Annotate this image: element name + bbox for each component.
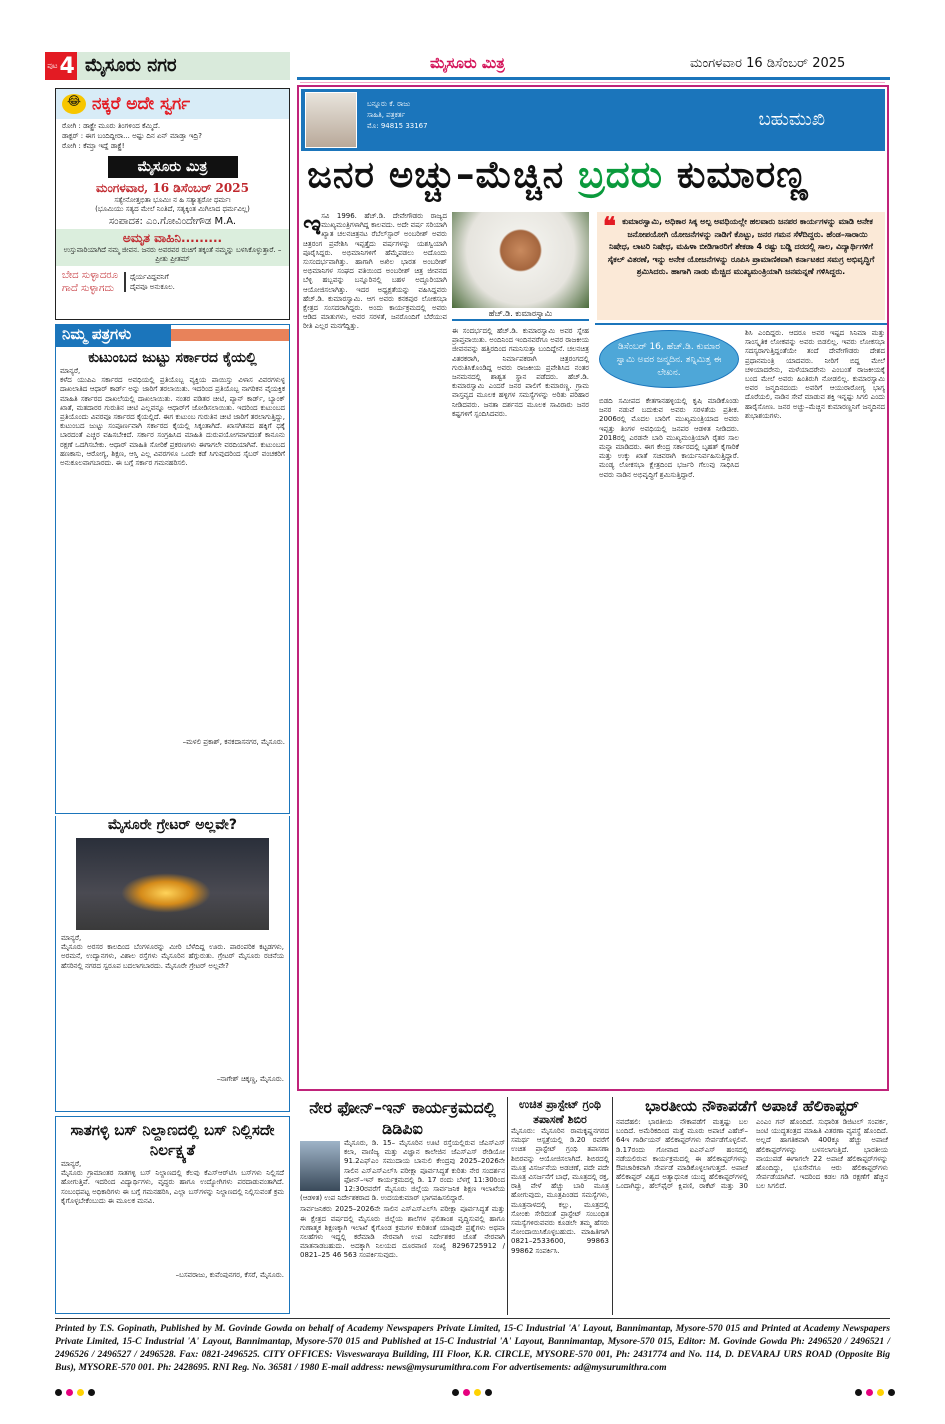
line: ಡಾಕ್ಟ್ರೇ ಮೂರು ತಿಂಗಳಿಂದ ಕೆಮ್ಮಿದೆ. [83, 122, 161, 130]
quote-text: ಕುಮಾರಸ್ವಾಮಿ, ಅಧಿಕಾರ ಸಿಕ್ಕ ಅಲ್ಪ ಅವಧಿಯಲ್ಲೇ ಹಲವಾರು ಜನಪರ ಕಾರ್ಯಗಳನ್ನು ಮಾಡಿ ಅನೇಕ ಜನೋಪಯೋಗಿ ಯೋಜನೆಗಳನ್ನು ನಾಡಿಗೆ ಕೊಟ್ಟು, ಜನರ ಗಮನ ಸೆಳೆದಿದ್ದರು. ಹೆಂಡ–ಸಾರಾಯಿ ನಿಷೇಧ, ಲಾಟರಿ ನಿಷೇಧ, ಮಹಿಳಾ ಬೀಡಿಗಾರರಿಗೆ ಶೇಕಡಾ 4 ರಷ್ಟು ಬಡ್ಡಿ ದರದಲ್ಲಿ ಸಾಲ, ವಿದ್ಯಾರ್ಥಿಗಳಿಗೆ ಸೈಕಲ್ ವಿತರಣೆ, ಇನ್ನು ಅನೇಕ ಯೋಜನೆಗಳನ್ನು ರೂಪಿಸಿ ಪ್ರಾಮಾಣಿಕವಾಗಿ ಕರ್ನಾಟಕದ ಸಮಗ್ರ ಅಭಿವೃದ್ಧಿಗೆ ಶ್ರಮಿಸಿದರು. ಹಾಗಾಗಿ ನಾಡು ಮೆಚ್ಚಿದ ಮುಖ್ಯಮಂತ್ರಿಯಾಗಿ ಜನಮನ್ನಣೆ ಗಳಿಸಿದ್ದರು. [607, 217, 875, 277]
masthead-date: ಮಂಗಳವಾರ, 16 ಡಿಸೆಂಬರ್ 2025 [96, 181, 249, 195]
page-number-tab [45, 52, 77, 80]
letter-salutation: ಮಾನ್ಯರೆ, [61, 1160, 82, 1168]
proverb-line: ಬೇದ ಸುಳ್ಳಾದರೂ [62, 270, 118, 281]
joke-title: ನಕ್ಕರೆ ಅದೇ ಸ್ವರ್ಗ [92, 94, 191, 114]
article-column: ಶಿಸಿ ಎಂದಿದ್ದರು. ಆದರೂ ಅವರ ಇಷ್ಟದ ಸಿನಿಮಾ ಮತ್ತು ಸಾಂಸ್ಕೃತಿಕ ಲೋಕವನ್ನು ಅವರು ಬಿಡಲಿಲ್ಲ. ಇವರು ಲೋಕಸಭಾ ಸದಸ್ಯರಾಗುತ್ತಿದ್ದಂತೆಯೇ ತಂದೆ ದೇವೇಗೌಡರು ದೇಶದ ಪ್ರಧಾನಮಂತ್ರಿ ಯಾದವರು. ನೀರಿಗೆ ಬಿದ್ದ ಮೇಲೆ ಚಳಿಯಾದರೇನು, ಮಳೆಯಾದರೇನು ಎಂಬಂತೆ ರಾಜಕೀಯಕ್ಕೆ ಬಂದ ಮೇಲೆ ಅವರು ಹಿಂತಿರುಗಿ ನೋಡಲಿಲ್ಲ. ಕುಮಾರಸ್ವಾಮಿ ಅವರ ಜನ್ಮದಿನದಂದು ಅವರಿಗೆ ಆಯುರಾರೋಗ್ಯ ಭಾಗ್ಯ ದೊರೆಯಲಿ, ನಾಡಿನ ಸೇವೆ ಮಾಡುವ ಶಕ್ತಿ ಇನ್ನಷ್ಟು ಸಿಗಲಿ ಎಂದು ಹಾರೈಸೋಣ. ಜನರ ಅಚ್ಚು–ಮೆಚ್ಚಿನ ಕುಮಾರಣ್ಣನಿಗೆ ಜನ್ಮದಿನದ ಶುಭಾಶಯಗಳು. [745, 329, 885, 420]
divider [595, 323, 887, 325]
motto-meaning: (ಭೂಮಿಯು ಸತ್ಯದ ಮೇಲೆ ನಿಂತಿದೆ, ಸತ್ಯಕ್ಕಿಂತ ಮಿಗಿಲಾದ ಧರ್ಮವಿಲ್ಲ) [95, 205, 250, 213]
joke-dialogue: ರೋಗಿ : ಡಾಕ್ಟ್ರೇ ಮೂರು ತಿಂಗಳಿಂದ ಕೆಮ್ಮಿದೆ. ಡಾಕ್ಟರ್ : ಈಗ ಬಂದಿದ್ದೀರಾ... ಅಷ್ಟು ದಿನ ಏನ್ ಮಾಡ್ತಾ ಇದ್ರಿ? ರೋಗಿ : ಕೆಮ್ತಾ ಇದ್ದೆ ಡಾಕ್ಟ್ರೆ! [62, 122, 202, 150]
speaker: ರೋಗಿ [62, 142, 77, 150]
amrutha-text: ಉಸ್ತುವಾರಿಯಾಗಿದೆ ನಮ್ಮ ಜೀವನ. ಜನರು ಅವರವರ ರುಚಿಗೆ ತಕ್ಕಂತೆ ನಮ್ಮನ್ನು ಬಳಸಿಕೊಳ್ಳುತ್ತಾರೆ. – ಪ್ರೀತು ಪ್ರೀತಮ್ [63, 246, 282, 263]
footer-rule [55, 1318, 890, 1319]
letter-title: ಸಾತಗಳ್ಳಿ ಬಸ್ ನಿಲ್ದಾಣದಲ್ಲಿ ಬಸ್ ನಿಲ್ಲಿಸದೇ ನಿರ್ಲಕ್ಷ್ಯತೆ [70, 1121, 275, 1159]
column-band [301, 89, 885, 151]
headline-highlight: ಬ್ರದರು [578, 153, 664, 196]
article-column: ಈ ಸಂದರ್ಭದಲ್ಲಿ ಹೆಚ್.ಡಿ. ಕುಮಾರಸ್ವಾಮಿ ಅವರ ಸ್ನೇಹ ಪ್ರಾಪ್ತವಾಯಿತು. ಅಂದಿನಿಂದ ಇಂದಿನವರೆಗೂ ಅವರ ರಾಜಕೀಯ ಜೀವನವನ್ನು ಹತ್ತಿರದಿಂದ ಗಮನಿಸುತ್ತಾ ಬಂದಿದ್ದೇನೆ. ಚಲನಚಿತ್ರ ವಿತರಕರಾಗಿ, ನಿರ್ಮಾಪಕರಾಗಿ ಚಿತ್ರರಂಗದಲ್ಲಿ ಗುರುತಿಸಿಕೊಂಡಿದ್ದ ಅವರು ರಾಜಕೀಯ ಪ್ರವೇಶಿಸಿದ ನಂತರ ಜನಮನದಲ್ಲಿ ಶಾಶ್ವತ ಸ್ಥಾನ ಪಡೆದರು. ಹೆಚ್.ಡಿ. ಕುಮಾರಸ್ವಾಮಿ ಎಂದರೆ ಜನರ ಪಾಲಿಗೆ ಕುಮಾರಣ್ಣ. ಗ್ರಾಮ ವಾಸ್ತವ್ಯದ ಮೂಲಕ ಹಳ್ಳಿಗಳ ಸಮಸ್ಯೆಗಳನ್ನು ಅರಿತು ಪರಿಹಾರ ನೀಡಿದವರು. ಜನತಾ ದರ್ಶನದ ಮೂಲಕ ಸಾವಿರಾರು ಜನರ ಕಷ್ಟಗಳಿಗೆ ಸ್ಪಂದಿಸಿದವರು. [452, 327, 589, 418]
news-title: ಭಾರತೀಯ ನೌಕಾಪಡೆಗೆ ಅಪಾಚೆ ಹೆಲಿಕಾಪ್ಟರ್ [645, 1097, 859, 1115]
header-rule [297, 77, 890, 80]
page-number: 4 [59, 53, 75, 79]
registration-marks [452, 1389, 492, 1396]
author-role: ಸಾಹಿತಿ, ಪತ್ರಕರ್ತ [367, 111, 406, 119]
kumaraswamy-photo [452, 212, 589, 308]
letter-bus-stop [55, 1116, 290, 1314]
letter-body: ಮೈಸೂರು ಅರಸರ ಕಾಲದಿಂದ ಬೆಂಗಳೂರನ್ನು ಮೀರಿ ಬೆಳೆದಿದ್ದ ಊರು. ಪಾರಂಪರಿಕ ಕಟ್ಟಡಗಳು, ಅರಮನೆ, ಉದ್ಯಾನಗಳು, ವಿಶಾಲ ರಸ್ತೆಗಳು ಮೈಸೂರಿನ ಹೆಗ್ಗುರುತು. ಗ್ರೇಟರ್ ಮೈಸೂರು ರಚನೆಯ ಹೆಸರಿನಲ್ಲಿ ನಗರದ ಸ್ವರೂಪ ಬದಲಾಗಬಾರದು. ಮೈಸೂರೇ ಗ್ರೇಟರ್ ಅಲ್ಲವೇ? [61, 943, 284, 970]
letter-greater-mysore [55, 816, 290, 1112]
author-photo [305, 92, 357, 148]
pull-quote [597, 212, 885, 320]
amrutha-vahini [56, 229, 289, 266]
birthday-note: ಡಿಸೆಂಬರ್ 16, ಹೆಚ್.ಡಿ. ಕುಮಾರ ಸ್ವಾಮಿ ಅವರ ಜನ್ಮದಿನ. ತನ್ನಿಮಿತ್ತ ಈ ಲೇಖನ. [599, 330, 739, 388]
proverb-line: ಧೈರ್ಯವಿದ್ದವನಿಗೆ [129, 273, 169, 281]
speaker: ರೋಗಿ [62, 122, 77, 130]
news-body: ಸಾರ್ವಜನಿಕರು 2025–2026ನೇ ಸಾಲಿನ ಎಸ್‌ಎಸ್‌ಎಲ್‌ಸಿ ಪರೀಕ್ಷಾ ಪೂರ್ವಸಿದ್ಧತೆ ಮತ್ತು ಈ ಕ್ಷೇತ್ರದ ವರ್ಷದಲ್ಲಿ ಮೈಸೂರು ಜಿಲ್ಲೆಯ ಶಾಲೆಗಳ ಫಲಿತಾಂಶ ವೃದ್ಧಿಸುವಲ್ಲಿ ಹಾಗೂ ಗುಣಾತ್ಮಕ ಶಿಕ್ಷಣಕ್ಕಾಗಿ ಇಲಾಖೆ ಕೈಗೊಂಡ ಕ್ರಮಗಳ ಕುರಿತಂತೆ ಯಾವುದೇ ಪ್ರಶ್ನೆಗಳು ಅಥವಾ ಸಲಹೆಗಳು ಇದ್ದಲ್ಲಿ ಕರೆಮಾಡಿ ನೇರವಾಗಿ ಉಪ ನಿರ್ದೇಶಕರ ಜೊತೆ ನೇರವಾಗಿ ಮಾತನಾಡಬಹುದು. ಅದಕ್ಕಾಗಿ ನಿಲಯದ ದೂರವಾಣಿ ಸಂಖ್ಯೆ 8296725912 / 0821–25 46 563 ಸಂಪರ್ಕಿಸುವುದು. [300, 1205, 505, 1260]
news-title: ಉಚಿತ ಪ್ರಾಸ್ಟೇಟ್ ಗ್ರಂಥಿ ತಪಾಸಣೆ ಶಿಬಿರ [519, 1098, 601, 1126]
headline [307, 153, 809, 197]
laughing-face-icon: 😂 [62, 94, 86, 114]
letter-signature: –ನಾಗೇಶ್ ಚಿಕ್ಕಣ್ಣ, ಮೈಸೂರು. [216, 1075, 284, 1084]
palace-night-photo [76, 838, 269, 930]
brand-logo: ಮೈಸೂರು ಮಿತ್ರ [430, 54, 505, 72]
drop-cap: ಇ [303, 212, 322, 241]
letter-signature: –ಬಸವರಾಜು, ಕುವೆಂಪುನಗರ, ಕೆಸರೆ, ಮೈಸೂರು. [175, 1271, 284, 1280]
proverb-line: ಗಾದೆ ಸುಳ್ಳಾಗದು [62, 283, 115, 294]
news-prostate-camp [511, 1097, 609, 1315]
line: ಈಗ ಬಂದಿದ್ದೀರಾ... ಅಷ್ಟು ದಿನ ಏನ್ ಮಾಡ್ತಾ ಇದ್ರಿ? [85, 132, 202, 140]
letter-body: ಮೈಸೂರು ಗ್ರಾಮಾಂತರ ಸಾತಗಳ್ಳಿ ಬಸ್ ನಿಲ್ದಾಣದಲ್ಲಿ ಕೆಲವು ಕೆಎಸ್‌ಆರ್‌ಟಿಸಿ ಬಸ್‌ಗಳು ನಿಲ್ಲಿಸದೆ ಹೋಗುತ್ತಿವೆ. ಇದರಿಂದ ವಿದ್ಯಾರ್ಥಿಗಳು, ವೃದ್ಧರು ಹಾಗೂ ಉದ್ಯೋಗಿಗಳು ಪರದಾಡುವಂತಾಗಿದೆ. ಸಂಬಂಧಪಟ್ಟ ಅಧಿಕಾರಿಗಳು ಈ ಬಗ್ಗೆ ಗಮನಹರಿಸಿ, ಎಲ್ಲಾ ಬಸ್‌ಗಳನ್ನು ನಿಲ್ದಾಣದಲ್ಲಿ ನಿಲ್ಲಿಸುವಂತೆ ಕ್ರಮ ಕೈಗೊಳ್ಳಬೇಕೆಂಬುದು ಈ ಮೂಲಕ ಮನವಿ. [61, 1169, 284, 1205]
headline-part: ಕುಮಾರಣ್ಣ [663, 153, 809, 196]
letter-salutation: ಮಾನ್ಯರೆ, [60, 367, 81, 375]
ddpi-photo [300, 1141, 340, 1191]
proverb [56, 266, 289, 298]
quote-mark-icon: ❝ [603, 211, 616, 240]
joke-band [56, 89, 289, 119]
editor-line: ಸಂಪಾದಕ: ಎಂ.ಗೋವಿಂದೇಗೌಡ M.A. [108, 216, 237, 227]
line: ಕೆಮ್ತಾ ಇದ್ದೆ ಡಾಕ್ಟ್ರೆ! [83, 142, 125, 150]
masthead-box [55, 88, 290, 320]
column-divider [507, 1097, 508, 1315]
byline [367, 99, 428, 132]
news-body: ಮೈಸೂರು: ಮೈಸೂರಿನ ರಾಮಕೃಷ್ಣನಗರದ ಸಮರ್ಥ ಆಸ್ಪತ್ರೆಯಲ್ಲಿ ಡಿ.20 ರವರೆಗೆ ಉಚಿತ ಪ್ರಾಸ್ಟೇಟ್ ಗ್ರಂಥಿ ತಪಾಸಣಾ ಶಿಬಿರವನ್ನು ಆಯೋಜಿಸಲಾಗಿದೆ. ಶಿಬಿರದಲ್ಲಿ ಮೂತ್ರ ವಿಸರ್ಜನೆಯ ಅಡಚಣೆ, ಪದೇ ಪದೇ ಮೂತ್ರ ವಿಸರ್ಜನೆಗೆ ಬಾಧೆ, ಮೂತ್ರದಲ್ಲಿ ರಕ್ತ, ರಾತ್ರಿ ವೇಳೆ ಹೆಚ್ಚು ಬಾರಿ ಮೂತ್ರ ಹೋಗುವುದು, ಮೂತ್ರಪಿಂಡದ ಸಮಸ್ಯೆಗಳು, ಮೂತ್ರನಾಳದಲ್ಲಿ ಕಲ್ಲು, ಮೂತ್ರದಲ್ಲಿ ಸೋಂಕು ಸೇರಿದಂತೆ ಪ್ರಾಸ್ಟೇಟ್ ಸಂಬಂಧಿತ ಸಮಸ್ಯೆಗಳಿರುವವರು ಕೂಡಲೇ ತಮ್ಮ ಹೆಸರು ನೋಂದಾಯಿಸಿಕೊಳ್ಳಬಹುದು. ಮಾಹಿತಿಗಾಗಿ 0821–2533600, 99863 99862 ಸಂಪರ್ಕಿಸಿ. [511, 1127, 609, 1255]
letter-salutation: ಮಾನ್ಯರೆ, [61, 934, 82, 942]
author-name: ಬನ್ನೂರು ಕೆ. ರಾಜು [367, 100, 411, 108]
headline-part: ಜನರ ಅಚ್ಚು–ಮೆಚ್ಚಿನ [307, 153, 579, 196]
news-apache-helicopter [616, 1097, 888, 1315]
header-rule-pink [300, 82, 885, 83]
photo-caption: ಹೆಚ್.ಡಿ. ಕುಮಾರಸ್ವಾಮಿ [452, 309, 589, 321]
news-lead: ಮೈಸೂರು, ಡಿ. 15– ಮೈಸೂರಿನ ಊಟಿ ರಸ್ತೆಯಲ್ಲಿರುವ ಜೆಎಸ್‌ಎಸ್ ಕಲಾ, ವಾಣಿಜ್ಯ ಮತ್ತು ವಿಜ್ಞಾನ ಕಾಲೇಜಿನ ಜೆಎಸ್‌ಎಸ್ ರೇಡಿಯೋ 91.2ಎಫ್‌ಎಂ ಸಮುದಾಯ ಬಾನುಲಿ ಕೇಂದ್ರವು 2025–2026ನೇ ಸಾಲಿನ ಎಸ್‌ಎಸ್‌ಎಲ್‌ಸಿ ಪರೀಕ್ಷಾ ಪೂರ್ವಸಿದ್ಧತೆ ಕುರಿತು ನೇರ ಸಂದರ್ಶನ ಫೋನ್–ಇನ್ ಕಾರ್ಯಕ್ರಮದಲ್ಲಿ ಡಿ. 17 ರಂದು ಬೆಳಗ್ಗೆ 11:30ರಿಂದ 12:30ರವರೆಗೆ ಮೈಸೂರು ಜಿಲ್ಲೆಯ ಸಾರ್ವಜನಿಕ ಶಿಕ್ಷಣ ಇಲಾಖೆಯ (ಆಡಳಿತ) ಉಪ ನಿರ್ದೇಶಕರಾದ ಡಿ. ಉದಯಕುಮಾರ್ ಭಾಗವಹಿಸಲಿದ್ದಾರೆ. [300, 1139, 505, 1203]
registration-marks [855, 1389, 895, 1396]
section-title: ಮೈಸೂರು ನಗರ [77, 52, 290, 80]
imprint: Printed by T.S. Gopinath, Published by M. Govinde Gowda on behalf of Academy Newspapers Private Limited, 15-C Industrial 'A' Layout, Bannimantap, Mysore-570 015 and Printed at Academy Newspapers Private Limited, 15-C Industrial 'A' Layout, Bannimantap, Mysore-570 015 and Published at 15-C Industrial 'A' Layout, Bannimantap, Mysore-570 015, Editor: M. Govinde Gowda Ph: 2496520 / 2496521 / 2496526 / 2496527 / 2496528. Fax: 0821-2496525. CITY OFFICES: Visveswaraya Building, III Floor, K.R. CIRCLE, MYSORE-570 001, Ph: 2431774 and No. 114, D. DEVARAJ URS ROAD (Opposite Big Bus), MYSORE-570 001. Ph: 2428695. RNI Reg. No. 36581 / 1980 E-mail address: news@mysurumithra.com For advertisements: ad@mysurumithra.com [55, 1323, 890, 1373]
letter-signature: –ಮಳಲಿ ಪ್ರಕಾಶ್, ಕನಕದಾಸನಗರ, ಮೈಸೂರು. [182, 738, 285, 747]
letter-body: ಕಳೆದ ಯುಪಿಎ ಸರ್ಕಾರದ ಅವಧಿಯಲ್ಲಿ ಪ್ರತಿಯೊಬ್ಬ ವ್ಯಕ್ತಿಯ ಪಾಯಿಸ್ತು ವಿಳಾಸ ವಿವರಗಳುಳ್ಳ ದಾಖಲಾತಿದ ಆಧಾರ್ ಕಾರ್ಡ್ ಅನ್ನು ಜಾರಿಗೆ ತರಲಾಯಿತು. ಇದರಿಂದ ಪ್ರತಿಯೊಬ್ಬ ನಾಗರಿಕನ ವೈಯಕ್ತಿಕ ಮಾಹಿತಿ ಸರ್ಕಾರದ ದಾಖಲೆಯಲ್ಲಿ ದಾಖಲಾಯಿತು. ನಂತರ ಪಡಿತರ ಚೀಟಿ, ಪ್ಯಾನ್ ಕಾರ್ಡ್, ಬ್ಯಾಂಕ್ ಖಾತೆ, ಮತದಾರರ ಗುರುತಿನ ಚೀಟಿ ಎಲ್ಲವನ್ನೂ ಆಧಾರ್‌ಗೆ ಜೋಡಿಸಲಾಯಿತು. ಇದರಿಂದ ಕುಟುಂಬದ ಪ್ರತಿಯೊಂದು ವಿವರವೂ ಸರ್ಕಾರದ ಕೈಯಲ್ಲಿದೆ. ಈಗ ಕುಟುಂಬ ಗುರುತಿನ ಚೀಟಿ ಜಾರಿಗೆ ತರಲಾಗುತ್ತಿದ್ದು, ಕುಟುಂಬದ ಜುಟ್ಟು ಸಂಪೂರ್ಣವಾಗಿ ಸರ್ಕಾರದ ಕೈಯಲ್ಲಿ ಸಿಕ್ಕಂತಾಗಿದೆ. ಖಾಸಗಿತನದ ಹಕ್ಕಿಗೆ ಧಕ್ಕೆ ಬಾರದಂತೆ ಎಚ್ಚರ ವಹಿಸಬೇಕಿದೆ. ಸರ್ಕಾರ ಸಂಗ್ರಹಿಸಿದ ಮಾಹಿತಿ ದುರುಪಯೋಗವಾಗದಂತೆ ಕಾನೂನು ರಕ್ಷಣೆ ಒದಗಿಸಬೇಕು. ಆಧಾರ್ ಮಾಹಿತಿ ಸೋರಿಕೆ ಪ್ರಕರಣಗಳು ಈಗಾಗಲೇ ವರದಿಯಾಗಿವೆ. ಕುಟುಂಬದ ಹಣಕಾಸು, ಆರೋಗ್ಯ, ಶಿಕ್ಷಣ, ಆಸ್ತಿ ಎಲ್ಲ ವಿವರಗಳೂ ಒಂದೇ ಕಡೆ ಸಿಗುವುದರಿಂದ ಸೈಬರ್ ವಂಚಕರಿಗೆ ಅನುಕೂಲವಾಗಬಾರದು. ಈ ಬಗ್ಗೆ ಸರ್ಕಾರ ಗಮನಹರಿಸಲಿ. [60, 376, 285, 468]
article-column: ಬಿಡದಿ ಸಮೀಪದ ಕೇತಗಾನಹಳ್ಳಿಯಲ್ಲಿ ಕೃಷಿ ಮಾಡಿಕೊಂಡು ಜನರ ನಡುವೆ ಬದುಕುವ ಅವರು ಸರಳತೆಯ ಪ್ರತೀಕ. 2006ರಲ್ಲಿ ಮೊದಲ ಬಾರಿಗೆ ಮುಖ್ಯಮಂತ್ರಿಯಾದ ಅವರು ಇಪ್ಪತ್ತು ತಿಂಗಳ ಅವಧಿಯಲ್ಲಿ ಜನಪರ ಆಡಳಿತ ನೀಡಿದರು. 2018ರಲ್ಲಿ ಎರಡನೇ ಬಾರಿ ಮುಖ್ಯಮಂತ್ರಿಯಾಗಿ ರೈತರ ಸಾಲ ಮನ್ನಾ ಮಾಡಿದರು. ಈಗ ಕೇಂದ್ರ ಸರ್ಕಾರದಲ್ಲಿ ಬೃಹತ್ ಕೈಗಾರಿಕೆ ಮತ್ತು ಉಕ್ಕು ಖಾತೆ ಸಚಿವರಾಗಿ ಕಾರ್ಯನಿರ್ವಹಿಸುತ್ತಿದ್ದಾರೆ. ಮಂಡ್ಯ ಲೋಕಸಭಾ ಕ್ಷೇತ್ರದಿಂದ ಭರ್ಜರಿ ಗೆಲುವು ಸಾಧಿಸಿದ ಅವರು ನಾಡಿನ ಅಭಿವೃದ್ಧಿಗೆ ಶ್ರಮಿಸುತ್ತಿದ್ದಾರೆ. [599, 397, 739, 479]
amrutha-title: ಅಮೃತ ವಾಹಿನಿ......... [122, 231, 223, 245]
motto: ಸತ್ಯೇನೋತ್ತಭಿತಾ ಭೂಮಿಃ ನ ಹಿ ಸತ್ಯಾತ್ಪರೋ ಧರ್ಮಃ [114, 196, 231, 204]
news-phone-in [300, 1097, 505, 1315]
column-divider [612, 1097, 613, 1315]
column-name: ಬಹುಮುಖಿ [758, 109, 825, 130]
registration-marks [55, 1389, 95, 1396]
news-body: ನವದೆಹಲಿ: ಭಾರತೀಯ ನೌಕಾಪಡೆಗೆ ಮತ್ತಷ್ಟು ಬಲ ಬಂದಿದೆ. ಅಮೆರಿಕದಿಂದ ಮತ್ತೆ ಮೂರು ಅಪಾಚೆ ಎಹೆಚ್–64ಇ ಗಾರ್ಡಿಯನ್ ಹೆಲಿಕಾಪ್ಟರ್‌ಗಳು ಸೇರ್ಪಡೆಗೊಳ್ಳಲಿವೆ. ಡಿ.17ರಂದು ಗೋವಾದ ಐಎನ್‌ಎಸ್ ಹಂಸದಲ್ಲಿ ನಡೆಯಲಿರುವ ಕಾರ್ಯಕ್ರಮದಲ್ಲಿ ಈ ಹೆಲಿಕಾಪ್ಟರ್‌ಗಳನ್ನು ಔಪಚಾರಿಕವಾಗಿ ಸೇರ್ಪಡೆ ಮಾಡಿಕೊಳ್ಳಲಾಗುತ್ತದೆ. ಅಪಾಚೆ ಹೆಲಿಕಾಪ್ಟರ್ ವಿಶ್ವದ ಅತ್ಯಾಧುನಿಕ ಯುದ್ಧ ಹೆಲಿಕಾಪ್ಟರ್‌ಗಳಲ್ಲಿ ಒಂದಾಗಿದ್ದು, ಹೆಲ್‌ಫೈರ್ ಕ್ಷಿಪಣಿ, ರಾಕೆಟ್ ಮತ್ತು 30 ಎಂಎಂ ಗನ್ ಹೊಂದಿದೆ. ಸುಧಾರಿತ ಡಿಜಿಟಲ್ ಸಂಪರ್ಕ, ಜಂಟಿ ಯುದ್ಧತಂತ್ರದ ಮಾಹಿತಿ ವಿತರಣಾ ವ್ಯವಸ್ಥೆ ಹೊಂದಿದೆ. ಅಲ್ಲದೆ ಹಾಗತಿಕವಾಗಿ 400ಕ್ಕೂ ಹೆಚ್ಚು ಅಪಾಚೆ ಹೆಲಿಕಾಪ್ಟರ್‌ಗಳನ್ನು ಬಳಸಲಾಗುತ್ತಿದೆ. ಭಾರತೀಯ ವಾಯುಪಡೆ ಈಗಾಗಲೇ 22 ಅಪಾಚೆ ಹೆಲಿಕಾಪ್ಟರ್‌ಗಳನ್ನು ಹೊಂದಿದ್ದು, ಭೂಸೇನೆಗೂ ಆರು ಹೆಲಿಕಾಪ್ಟರ್‌ಗಳು ಸೇರ್ಪಡೆಯಾಗಿವೆ. ಇದರಿಂದ ಕಡಲ ಗಡಿ ರಕ್ಷಣೆಗೆ ಹೆಚ್ಚಿನ ಬಲ ಸಿಗಲಿದೆ. [616, 1118, 888, 1191]
letter-title: ಕುಟುಂಬದ ಜುಟ್ಟು ಸರ್ಕಾರದ ಕೈಯಲ್ಲಿ [88, 350, 257, 366]
proverb-line: ದೈವವೂ ಅನುಕೂಲ. [129, 283, 175, 291]
letters-title: ನಿಮ್ಮ ಪತ್ರಗಳು [56, 325, 171, 347]
speaker: ಡಾಕ್ಟರ್ [62, 132, 79, 140]
article-column [303, 212, 447, 1082]
article-text: ಸವಿ 1996. ಹೆಚ್.ಡಿ. ದೇವೇಗೌಡರು ರಾಜ್ಯದ ಮುಖ್ಯಮಂತ್ರಿಗಳಾಗಿದ್ದ ಕಾಲವದು. ಅದೇ ವರ್ಷ ಸರಿಯಾಗಿ ಖ್ಯಾತ ಚಲನಚಿತ್ರನಟ ರೆಬೆಲ್‌ಸ್ಟಾರ್ ಅಂಬರೀಶ್ ಅವರು ಚಿತ್ರರಂಗ ಪ್ರವೇಶಿಸಿ ಇಪ್ಪತ್ತೈದು ವರ್ಷಗಳನ್ನು ಯಶಸ್ವಿಯಾಗಿ ಪೂರೈಸಿದ್ದರು. ಅಭಿಮಾನಿಗಳಿಗೆ ಹೆಮ್ಮೆಪಡಲು ಅದೊಂದು ಸುಸಂದರ್ಭವಾಗಿತ್ತು. ಹಾಗಾಗಿ ಅಖಿಲ ಭಾರತ ಅಂಬರೀಶ್ ಅಭಿಮಾನಿಗಳ ಸಂಘದ ವತಿಯಿಂದ ಅಂಬರೀಶ್ ಚಿತ್ರ ಜೀವನದ ಬೆಳ್ಳಿ ಹಬ್ಬವನ್ನು ಬನ್ನೂರಿನಲ್ಲಿ ಬಹಳ ಅದ್ದೂರಿಯಾಗಿ ಆಯೋಜಿಸಲಾಗಿತ್ತು. ಇದರ ಅಧ್ಯಕ್ಷತೆಯನ್ನು ವಹಿಸಿದ್ದವರು ಹೆಚ್.ಡಿ. ಕುಮಾರಸ್ವಾಮಿ. ಆಗ ಅವರು ಕನಕಪುರ ಲೋಕಸಭಾ ಕ್ಷೇತ್ರದ ಸಂಸದರಾಗಿದ್ದರು. ಅಂದು ಕಾರ್ಯಕ್ರಮದಲ್ಲಿ ಅವರು ಆಡಿದ ಮಾತುಗಳು, ಅವರ ಸರಳತೆ, ಜನರೊಂದಿಗೆ ಬೆರೆಯುವ ರೀತಿ ಎಲ್ಲರ ಮನಗೆದ್ದಿತ್ತು. [303, 212, 447, 331]
feature-article [297, 85, 889, 1091]
header-date: ಮಂಗಳವಾರ 16 ಡಿಸೆಂಬರ್ 2025 [690, 56, 846, 71]
letter-title: ಮೈಸೂರೇ ಗ್ರೇಟರ್ ಅಲ್ಲವೇ? [108, 817, 237, 833]
news-title: ನೇರ ಫೋನ್–ಇನ್ ಕಾರ್ಯಕ್ರಮದಲ್ಲಿ ಡಿಡಿಪಿಐ [309, 1098, 496, 1138]
masthead-logo: ಮೈಸೂರು ಮಿತ್ರ [108, 156, 238, 178]
author-phone: ಮೊ: 94815 33167 [367, 122, 428, 130]
page-label: ಪುಟ [47, 61, 58, 70]
letters-section [55, 324, 290, 814]
